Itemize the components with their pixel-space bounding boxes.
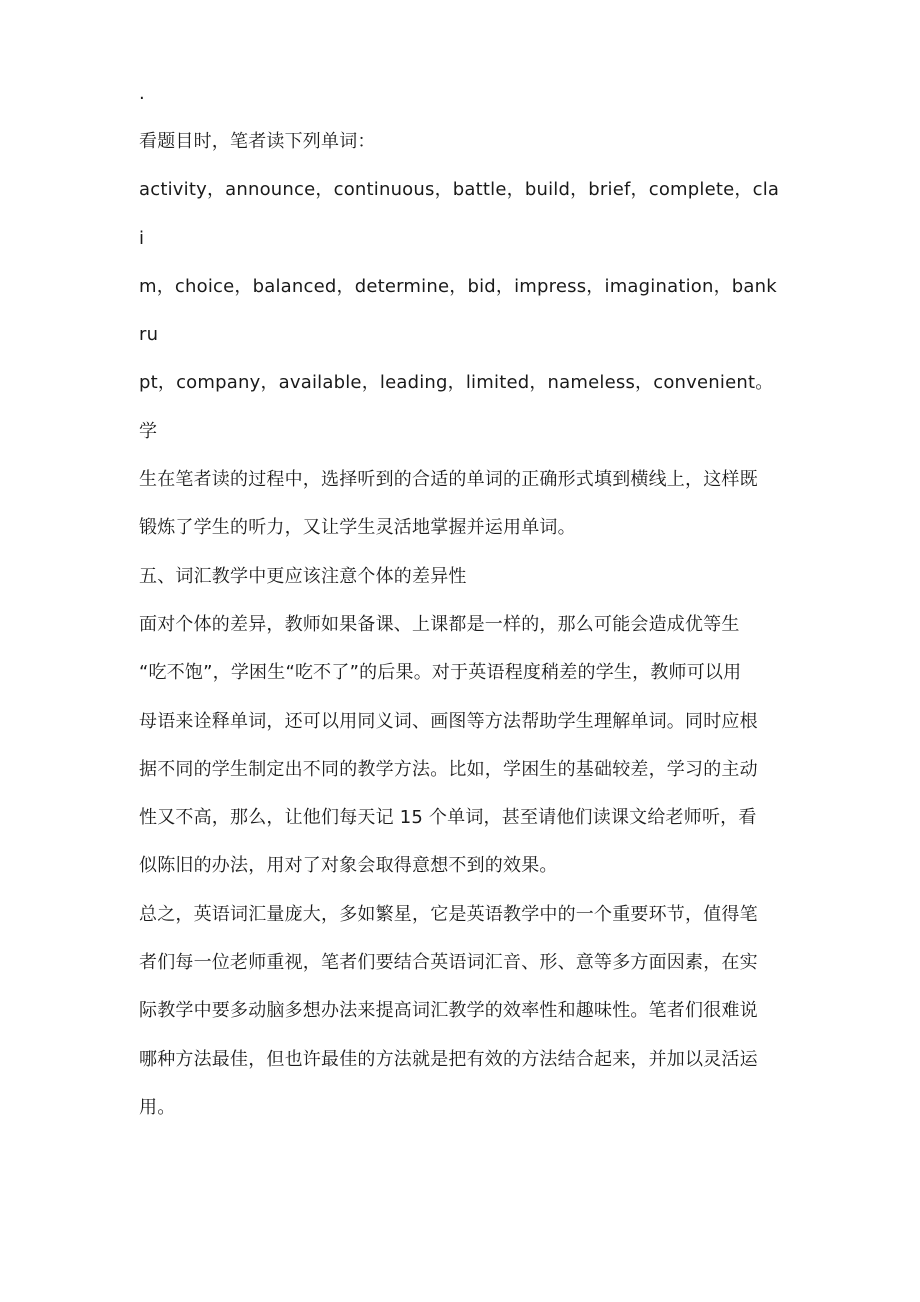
document-body [139, 70, 781, 1132]
conclusion-paragraph: 总之，英语词汇量庞大，多如繁星，它是英语教学中的一个重要环节，值得笔 者们每一位老师重视，笔者们要结合英语词汇音、形、意等多方面因素，在实 际教学中要多动脑多想办法来提高词汇教学的效率性和趣味性。笔者们很难说 哪种方法最佳，但也许最佳的方法就是把有效的方法结合起来，并加以灵活运 用。 [139, 903, 758, 1118]
page-marker: . [139, 83, 145, 104]
word-list-paragraph: activity，announce，continuous，battle，build，brief，complete，clai m，choice，balanced，determine，bid，impress，imagination，bankru pt，company，available，leading，limited，nameless，convenient。学 生在笔者读的过程中，选择听到的合适的单词的正确形式填到横线上，这样既 锻炼了学生的听力，又让学生灵活地掌握并运用单词。 [139, 179, 780, 539]
section-heading: 五、词汇教学中更应该注意个体的差异性 [139, 565, 467, 587]
individual-difference-paragraph: 面对个体的差异，教师如果备课、上课都是一样的，那么可能会造成优等生 “吃不饱”，学困生“吃不了”的后果。对于英语程度稍差的学生，教师可以用 母语来诠释单词，还可以用同义词、画图等方法帮助学生理解单词。同时应根 据不同的学生制定出不同的教学方法。比如，学困生的基础较差，学习的主动 性又不高，那么，让他们每天记 15 个单词，甚至请他们读课文给老师听，看 似陈旧的办法，用对了对象会取得意想不到的效果。 [139, 613, 758, 877]
intro-paragraph: 看题目时，笔者读下列单词： [139, 131, 376, 152]
